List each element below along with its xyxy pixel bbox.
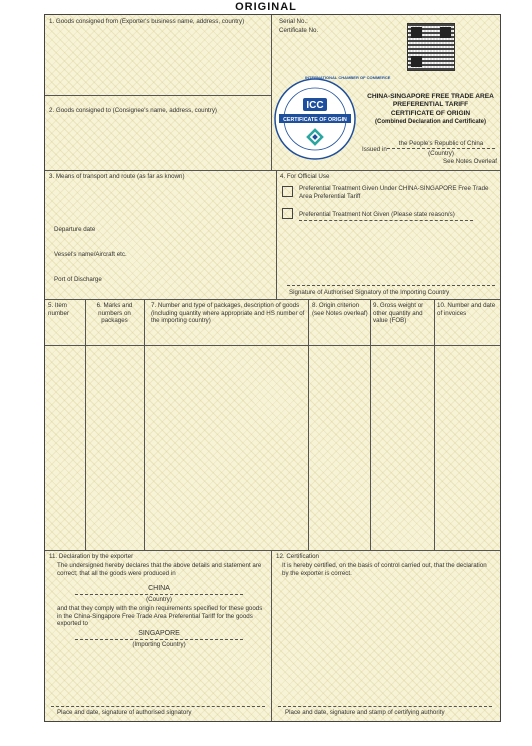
issued-in-label: Issued in [362,146,387,153]
icc-logo [273,77,357,161]
preferential-given-checkbox[interactable] [282,186,293,197]
divider-box1-box2 [45,95,271,96]
column-header-marks-numbers: 6. Marks and numbers on packages [96,302,133,325]
see-notes-overleaf: See Notes Overleaf [443,158,497,165]
departure-date-label: Departure date [54,226,96,233]
document-heading: ORIGINAL [235,1,297,13]
box12-label: 12. Certification [276,553,319,560]
box1-label: 1. Goods consigned from (Exporter's business name, address, country) [49,18,245,25]
certificate-title [361,93,500,127]
divider-box3-box4 [276,170,277,299]
column-divider [370,299,371,550]
exporter-signature-line [51,706,265,707]
qr-code-icon [407,23,455,71]
column-header-item-number: 5. Item number [48,302,69,317]
preferential-not-given-text: Preferential Treatment Not Given (Please state reason/s) [299,211,455,218]
box2-label: 2. Goods consigned to (Consignee's name, address, country) [49,107,217,114]
exporter-signature-label: Place and date, signature of authorised signatory [57,709,192,716]
column-divider [434,299,435,550]
producing-country-caption: (Country) [146,596,172,603]
divider-row3 [45,550,500,551]
icc-logo-abbr: ICC [306,100,324,111]
producing-country-line [75,594,243,595]
declaration-text: The undersigned hereby declares that the above details and statement are correct; that all the goods were produced in [57,562,262,577]
importing-country: SINGAPORE [138,630,180,637]
comply-text: and that they comply with the origin requirements specified for these goods in the China-Singapore Free Trade Area Preferential Tariff for the goods exported to [57,605,263,628]
certificate-form [44,14,501,722]
country-caption: (Country) [428,150,454,157]
importing-signature-line [287,285,495,286]
reason-line [299,220,473,221]
serial-number-label: Serial No.: [279,18,308,25]
title-line-1: CHINA-SINGAPORE FREE TRADE AREA [367,93,494,100]
importing-country-caption: (Importing Country) [132,641,186,648]
box4-label: 4. For Official Use [280,173,330,180]
column-header-origin-criterion: 8. Origin criterion (see Notes overleaf) [312,302,368,317]
preferential-given-text: Preferential Treatment Given Under CHINA-SINGAPORE Free Trade Area Preferential Tariff [299,185,489,200]
divider-top-vertical [271,15,272,170]
icc-logo-banner: CERTIFICATE OF ORIGIN [283,116,347,123]
certification-text: It is hereby certified, on the basis of control carried out, that the declaration by the exporter is correct. [282,562,487,577]
column-header-gross-weight: 9. Gross weight or other quantity and value (FOB) [373,302,424,325]
divider-box11-box12 [271,550,272,721]
importing-signature-label: Signature of Authorised Signatory of the Importing Country [289,289,450,296]
certificate-number-label: Certificate No. [279,27,319,34]
title-line-3: CERTIFICATE OF ORIGIN [390,109,471,117]
column-header-invoices: 10. Number and date of invoices [437,302,496,317]
preferential-not-given-checkbox[interactable] [282,208,293,219]
column-divider [308,299,309,550]
title-line-4: (Combined Declaration and Certificate) [374,119,487,126]
divider-row2 [45,299,500,300]
title-line-2: PREFERENTIAL TARIFF [392,101,469,109]
port-of-discharge-label: Port of Discharge [54,276,102,283]
issued-country: the People's Republic of China [398,140,484,147]
authority-signature-line [278,706,492,707]
divider-column-header [45,345,500,346]
producing-country: CHINA [148,585,170,592]
authority-signature-label: Place and date, signature and stamp of certifying authority [285,709,445,716]
column-divider [144,299,145,550]
divider-row1 [45,170,500,171]
issued-country-line [387,148,495,149]
box3-label: 3. Means of transport and route (as far as known) [49,173,185,180]
vessel-name-label: Vessel's name/Aircraft etc. [54,251,127,258]
importing-country-line [75,639,243,640]
column-divider [85,299,86,550]
box11-label: 11. Declaration by the exporter [49,553,134,560]
icc-logo-ring-text: INTERNATIONAL CHAMBER OF COMMERCE [305,75,391,80]
column-header-description: 7. Number and type of packages, description of goods (including quantity where appropriate and HS number of the importing country) [151,302,305,325]
